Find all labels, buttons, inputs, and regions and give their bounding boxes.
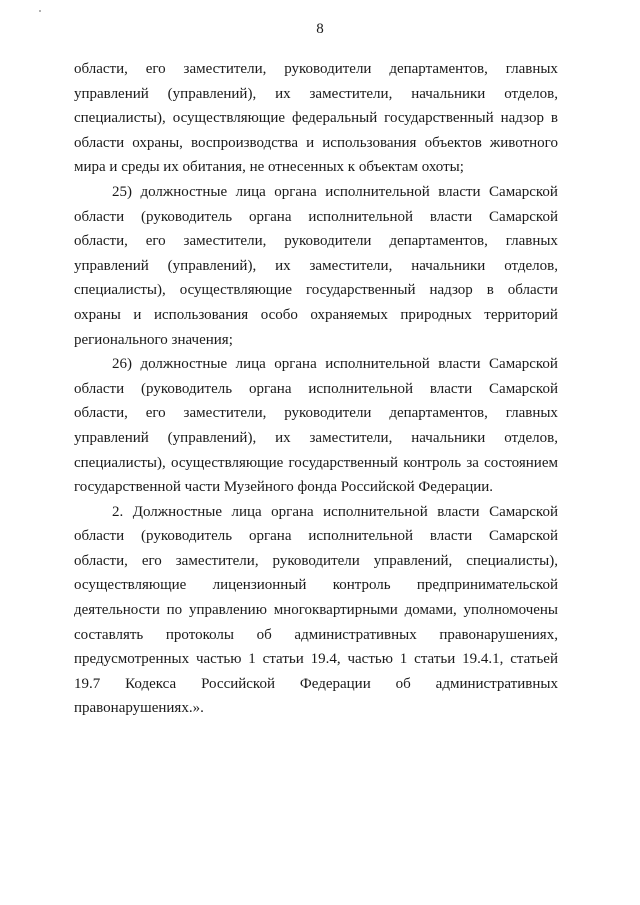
word: (руководитель [141, 380, 233, 397]
text-line [74, 352, 558, 377]
text-line [74, 278, 558, 303]
word: должностные [140, 183, 228, 200]
word: Самарской [489, 380, 558, 397]
word: Российской [201, 675, 275, 692]
word: руководители [272, 552, 360, 569]
text-line [74, 254, 558, 279]
word: власти [429, 208, 473, 225]
word: 19.4, [310, 651, 341, 668]
word: заместители, [309, 85, 393, 102]
word: животного [489, 134, 558, 151]
word: состоянием [484, 454, 558, 471]
word: заместители, [175, 552, 259, 569]
word: и [306, 134, 315, 151]
word: 25) [112, 183, 132, 200]
word: воспроизводства [191, 134, 298, 151]
word: (руководитель [141, 208, 233, 225]
word: (управлений), [167, 257, 257, 274]
word: отделов, [504, 85, 558, 102]
text-line [74, 82, 558, 107]
word: органа [248, 380, 292, 397]
word: отделов, [504, 257, 558, 274]
word: власти [437, 503, 480, 520]
word: контроль [403, 454, 462, 471]
word: руководители [284, 405, 372, 422]
word: предусмотренных [74, 651, 190, 668]
word: начальники [411, 257, 486, 274]
word: (управлений), [167, 85, 257, 102]
word: его [141, 552, 162, 569]
word: лицензионный [212, 577, 307, 594]
word: Самарской [489, 183, 558, 200]
text-line [74, 180, 558, 205]
text-line [74, 500, 558, 525]
word: их [275, 85, 291, 102]
word: охраны [74, 306, 121, 323]
word: органа [274, 356, 317, 373]
word: исполнительной [308, 380, 414, 397]
word: управлению [188, 602, 267, 619]
word: государственный [288, 454, 398, 471]
word: руководители [284, 61, 372, 77]
word: главных [505, 61, 558, 77]
text-line [74, 647, 558, 672]
text-line [74, 401, 558, 426]
word: специалисты), [74, 110, 166, 127]
text-line [74, 205, 558, 230]
word: природных [400, 306, 472, 323]
document-body [74, 57, 558, 721]
word: власти [429, 380, 473, 397]
paragraph [74, 180, 558, 352]
text-line [74, 57, 558, 82]
word: объектов [424, 134, 482, 151]
text-line [74, 106, 558, 131]
paragraph [74, 500, 558, 721]
word: лица [231, 503, 262, 520]
scan-artifact [39, 10, 41, 12]
word: 19.4.1, [462, 651, 504, 668]
word: предпринимательской [416, 577, 558, 594]
text-line: мира и среды их обитания, не отнесенных к объектам охоты; [74, 159, 464, 176]
word: Самарской [489, 503, 558, 520]
word: Должностные [132, 503, 222, 520]
word: 19.7 [74, 675, 101, 692]
word: Кодекса [125, 675, 177, 692]
word: 1 [248, 651, 256, 668]
word: домами, [404, 602, 457, 619]
word: Самарской [489, 208, 558, 225]
word: органа [271, 503, 314, 520]
text-line: государственной части Музейного фонда Российской Федерации. [74, 479, 494, 496]
word: специалисты), [466, 552, 558, 569]
word: осуществляющие [172, 110, 286, 127]
text-line [74, 229, 558, 254]
word: Самарской [489, 528, 558, 545]
word: лица [235, 183, 266, 200]
word: в [486, 282, 494, 299]
text-line [74, 623, 558, 648]
word: и [133, 306, 142, 323]
word: государственный [384, 110, 494, 127]
text-line [74, 377, 558, 402]
word: заместители, [309, 429, 393, 446]
word: уполномочены [463, 602, 558, 619]
text-line [74, 426, 558, 451]
word: за [466, 454, 479, 471]
word: использования [322, 134, 417, 151]
word: управлений [74, 257, 149, 274]
word: руководители [284, 233, 372, 250]
word: управлений, [373, 552, 453, 569]
paragraph [74, 352, 558, 500]
word: 2. [112, 503, 124, 520]
word: области [74, 380, 125, 397]
text-line [74, 573, 558, 598]
word: области, [74, 552, 128, 569]
word: области, [74, 61, 128, 77]
word: управлений [74, 85, 149, 102]
word: департаментов, [389, 61, 488, 77]
word: департаментов, [389, 233, 488, 250]
paragraph [74, 57, 558, 180]
word: Федерации [299, 675, 371, 692]
word: отделов, [504, 429, 558, 446]
word: особо [260, 306, 298, 323]
text-line [74, 598, 558, 623]
word: исполнительной [325, 183, 430, 200]
word: области [74, 134, 125, 151]
word: охраняемых [310, 306, 388, 323]
word: надзор [429, 282, 473, 299]
word: области, [74, 405, 128, 422]
word: заместители, [183, 61, 267, 77]
word: исполнительной [308, 208, 414, 225]
word: исполнительной [325, 356, 430, 373]
word: специалисты), [74, 282, 166, 299]
text-line [74, 524, 558, 549]
word: деятельности [74, 602, 160, 619]
page-number: 8 [316, 21, 324, 37]
word: их [275, 257, 291, 274]
word: частью [347, 651, 393, 668]
word: специалисты), [74, 454, 166, 471]
word: органа [274, 183, 317, 200]
word: власти [429, 528, 473, 545]
word: начальники [411, 429, 486, 446]
word: управлений [74, 429, 149, 446]
word: осуществляющие [170, 454, 284, 471]
word: начальники [411, 85, 486, 102]
text-line [74, 451, 558, 476]
word: надзор [500, 110, 544, 127]
word: (управлений), [167, 429, 257, 446]
word: исполнительной [308, 528, 414, 545]
word: области, [74, 233, 128, 250]
word: многоквартирными [273, 602, 398, 619]
word: протоколы [165, 626, 234, 643]
word: в [550, 110, 558, 127]
word: должностные [140, 356, 228, 373]
word: главных [505, 233, 558, 250]
word: его [145, 233, 166, 250]
word: (руководитель [141, 528, 233, 545]
word: статьей [510, 651, 558, 668]
word: власти [438, 356, 481, 373]
word: его [145, 61, 166, 77]
word: государственный [306, 282, 416, 299]
word: об [256, 626, 272, 643]
word: области [74, 208, 125, 225]
word: лица [235, 356, 266, 373]
text-line [74, 131, 558, 156]
word: заместители, [309, 257, 393, 274]
word: правонарушениях, [439, 626, 558, 643]
word: осуществляющие [179, 282, 293, 299]
word: исполнительной [323, 503, 428, 520]
word: их [275, 429, 291, 446]
text-line: регионального значения; [74, 331, 233, 348]
word: области [507, 282, 558, 299]
word: об [395, 675, 411, 692]
word: главных [505, 405, 558, 422]
word: статьи [414, 651, 456, 668]
text-line [74, 549, 558, 574]
text-line [74, 303, 558, 328]
text-line [74, 672, 558, 697]
word: федеральный [292, 110, 378, 127]
text-line: правонарушениях.». [74, 700, 204, 717]
word: органа [248, 528, 292, 545]
word: департаментов, [389, 405, 488, 422]
word: его [145, 405, 166, 422]
word: Самарской [489, 356, 558, 373]
word: заместители, [183, 233, 267, 250]
word: осуществляющие [74, 577, 187, 594]
word: власти [438, 183, 481, 200]
word: 1 [399, 651, 408, 668]
word: органа [248, 208, 292, 225]
word: 26) [112, 356, 132, 373]
word: составлять [74, 626, 144, 643]
word: административных [294, 626, 417, 643]
word: заместители, [183, 405, 267, 422]
word: административных [435, 675, 558, 692]
word: статьи [262, 651, 304, 668]
word: частью [195, 651, 242, 668]
word: использования [153, 306, 249, 323]
word: охраны, [132, 134, 183, 151]
word: области [74, 528, 125, 545]
word: контроль [332, 577, 391, 594]
word: территорий [484, 306, 558, 323]
word: по [166, 602, 183, 619]
